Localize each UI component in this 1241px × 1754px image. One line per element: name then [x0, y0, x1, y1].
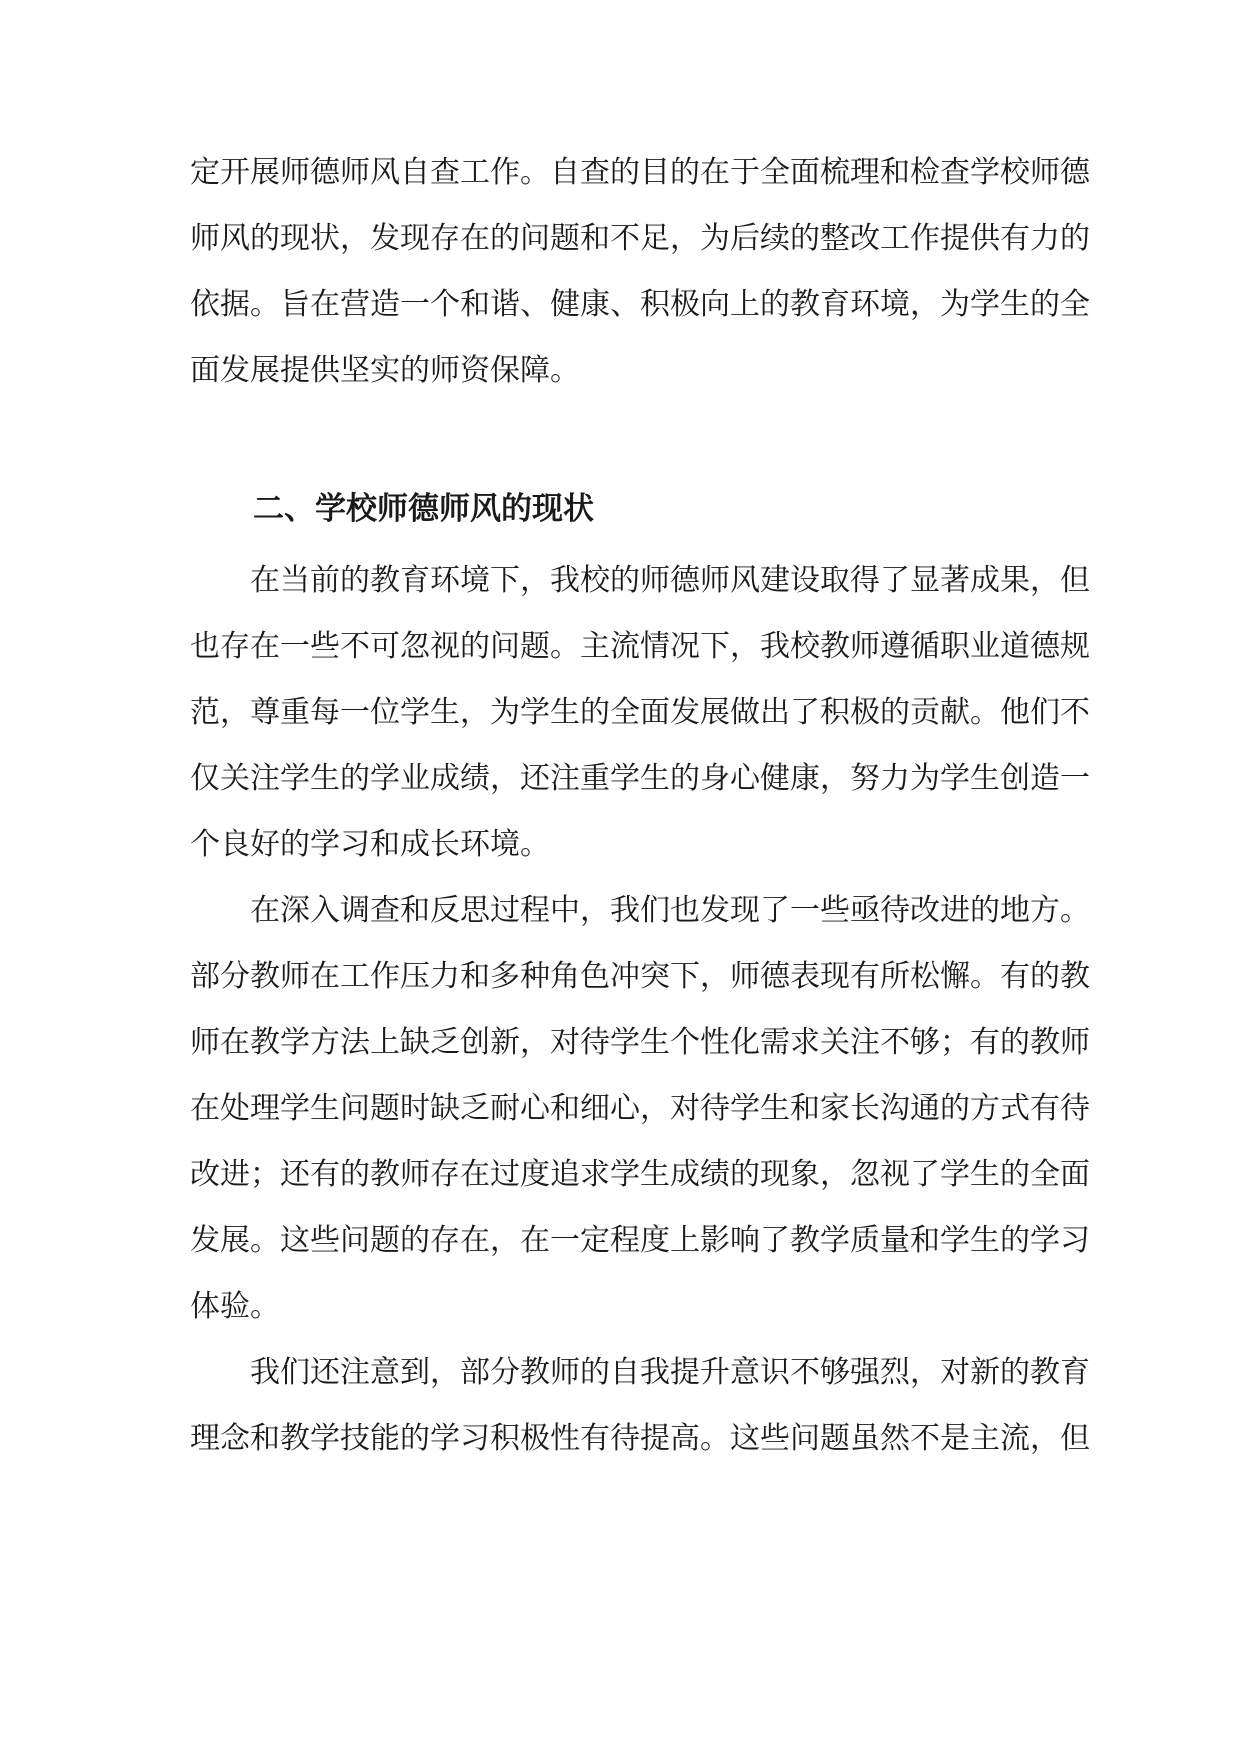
intro-line-2: 师风的现状，发现存在的问题和不足，为后续的整改工作提供有力的: [190, 221, 1090, 256]
intro-line-1: 定开展师德师风自查工作。自查的目的在于全面梳理和检查学校师德: [190, 155, 1090, 190]
para2-line-3: 师在教学方法上缺乏创新，对待学生个性化需求关注不够；有的教师: [190, 1025, 1090, 1060]
para2-line-1: 在深入调查和反思过程中，我们也发现了一些亟待改进的地方。: [250, 893, 1090, 928]
para2-line-2: 部分教师在工作压力和多种角色冲突下，师德表现有所松懈。有的教: [190, 959, 1090, 994]
para3-line-1: 我们还注意到，部分教师的自我提升意识不够强烈，对新的教育: [250, 1355, 1090, 1390]
para1-line-1: 在当前的教育环境下，我校的师德师风建设取得了显著成果，但: [250, 563, 1090, 598]
para1-line-3: 范，尊重每一位学生，为学生的全面发展做出了积极的贡献。他们不: [190, 695, 1090, 730]
para2-line-7: 体验。: [190, 1289, 280, 1324]
para1-line-4: 仅关注学生的学业成绩，还注重学生的身心健康，努力为学生创造一: [190, 761, 1090, 796]
para2-line-4: 在处理学生问题时缺乏耐心和细心，对待学生和家长沟通的方式有待: [190, 1091, 1090, 1126]
para2-line-5: 改进；还有的教师存在过度追求学生成绩的现象，忽视了学生的全面: [190, 1157, 1090, 1192]
section-heading: 二、学校师德师风的现状: [253, 491, 594, 527]
para3-line-2: 理念和教学技能的学习积极性有待提高。这些问题虽然不是主流，但: [190, 1421, 1090, 1456]
intro-line-3: 依据。旨在营造一个和谐、健康、积极向上的教育环境，为学生的全: [190, 287, 1090, 322]
para1-line-2: 也存在一些不可忽视的问题。主流情况下，我校教师遵循职业道德规: [190, 629, 1090, 664]
para2-line-6: 发展。这些问题的存在，在一定程度上影响了教学质量和学生的学习: [190, 1223, 1090, 1258]
intro-line-4: 面发展提供坚实的师资保障。: [190, 353, 580, 388]
para1-line-5: 个良好的学习和成长环境。: [190, 827, 550, 862]
